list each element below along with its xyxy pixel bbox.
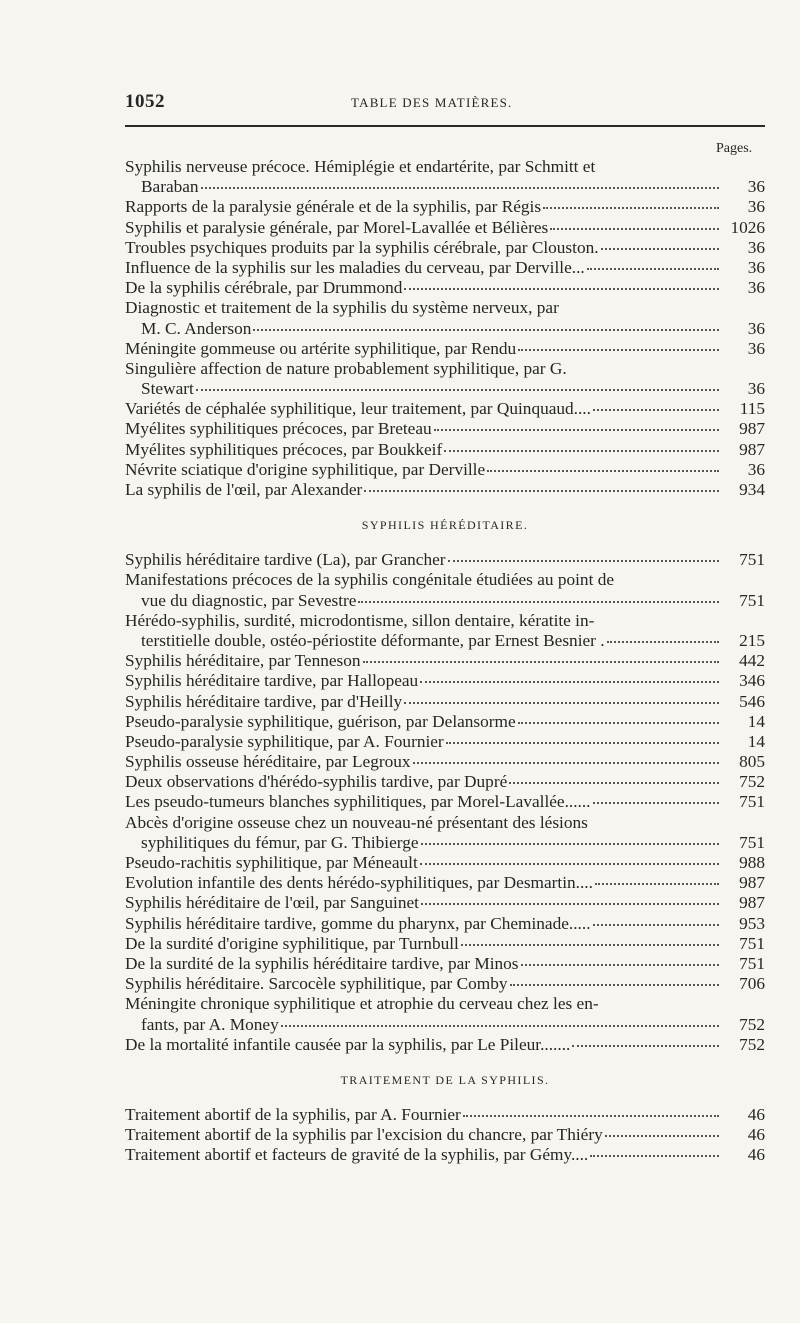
dot-leader: [253, 329, 719, 331]
toc-entry: [125, 914, 765, 934]
toc-page-ref: 934: [739, 480, 765, 499]
toc-page-ref: 987: [739, 873, 765, 893]
toc-entry-title: Troubles psychiques produits par la syphilis cérébrale, par Clouston.: [125, 237, 599, 257]
toc-entry-line: [125, 833, 765, 853]
toc-entry: [125, 570, 765, 610]
toc-entry-title: Traitement abortif de la syphilis par l'excision du chancre, par Thiéry: [125, 1125, 603, 1145]
toc-entry-line: [125, 853, 765, 873]
toc-entry: [125, 339, 765, 359]
dot-leader: [601, 248, 719, 250]
dot-leader: [461, 944, 719, 946]
toc-entry-title: Abcès d'origine osseuse chez un nouveau-né présentant des lésions: [125, 812, 588, 832]
toc-page-ref: 36: [747, 237, 765, 257]
dot-leader: [420, 681, 719, 683]
toc-entry: [125, 712, 765, 732]
dot-leader: [421, 843, 719, 845]
toc-page-ref: 1026: [730, 217, 765, 237]
toc-entry-line: [125, 1145, 765, 1165]
header-rule: [125, 125, 765, 127]
table-of-contents: [125, 157, 765, 1165]
toc-entry-title: Pseudo-paralysie syphilitique, guérison, par Delansorme: [125, 711, 516, 731]
dot-leader: [607, 641, 719, 643]
toc-entry: [125, 692, 765, 712]
toc-entry-title: Syphilis héréditaire tardive, gomme du pharynx, par Cheminade.....: [125, 913, 591, 933]
toc-entry-line: [125, 651, 765, 671]
running-head: TABLE DES MATIÈRES.: [351, 95, 513, 110]
toc-page-ref: 36: [747, 257, 765, 277]
toc-page-ref: 805: [739, 752, 765, 772]
dot-leader: [487, 470, 719, 472]
toc-page-ref: 751: [739, 590, 765, 610]
toc-entry: [125, 197, 765, 217]
toc-entry-title: Syphilis héréditaire de l'œil, par Sanguinet: [125, 893, 419, 913]
toc-entry-title: Pseudo-rachitis syphilitique, par Méneault: [125, 853, 418, 872]
toc-entry-line: [125, 379, 765, 399]
toc-page-ref: 36: [747, 459, 765, 479]
toc-entry-title: Méningite gommeuse ou artérite syphilitique, par Rendu: [125, 338, 517, 358]
toc-entry-title: Syphilis et paralysie générale, par Morel-Lavallée et Bélières: [125, 217, 549, 237]
dot-leader: [434, 429, 719, 431]
toc-entry-title: Baraban: [141, 177, 199, 197]
toc-entry-line: [125, 752, 765, 772]
toc-page-ref: 706: [739, 974, 765, 994]
toc-page-ref: 14: [747, 711, 765, 731]
toc-entry-line: [125, 974, 765, 994]
section-heading: TRAITEMENT DE LA SYPHILIS.: [340, 1072, 550, 1087]
toc-entry: [125, 1145, 765, 1165]
toc-entry: [125, 893, 765, 913]
toc-entry: [125, 399, 765, 419]
toc-entry-title: Syphilis héréditaire tardive (La), par Grancher: [125, 550, 446, 570]
toc-entry-title: Variétés de céphalée syphilitique, leur traitement, par Quinquaud....: [125, 399, 591, 419]
dot-leader: [404, 288, 719, 290]
toc-page-ref: 752: [739, 772, 765, 792]
dot-leader: [593, 924, 719, 926]
dot-leader: [281, 1025, 719, 1027]
toc-page-ref: 752: [739, 1034, 765, 1054]
toc-entry-line: [125, 914, 765, 934]
toc-entry: [125, 752, 765, 772]
dot-leader: [605, 1135, 719, 1137]
dot-leader: [510, 984, 720, 986]
toc-entry-line: [125, 611, 765, 631]
toc-entry-title: Myélites syphilitiques précoces, par Boukkeif: [125, 439, 443, 459]
toc-entry-title: De la mortalité infantile causée par la syphilis, par Le Pileur.......: [125, 1034, 571, 1054]
toc-entry-line: [125, 954, 765, 974]
toc-page-ref: 36: [747, 318, 765, 338]
toc-entry-title: Hérédo-syphilis, surdité, microdontisme, sillon dentaire, kératite in-: [125, 610, 595, 630]
dot-leader: [421, 903, 719, 905]
dot-leader: [420, 863, 719, 865]
dot-leader: [196, 389, 719, 391]
dot-leader: [550, 228, 719, 230]
dot-leader: [201, 187, 719, 189]
toc-entry-title: Syphilis héréditaire tardive, par d'Heilly: [125, 691, 403, 711]
toc-page-ref: 751: [739, 933, 765, 953]
toc-entry-line: [125, 480, 765, 500]
toc-entry-line: [125, 1015, 765, 1035]
toc-entry-line: [125, 197, 765, 217]
toc-page-ref: 751: [739, 953, 765, 973]
toc-page-ref: 988: [739, 853, 765, 872]
toc-entry-title: Deux observations d'hérédo-syphilis tardive, par Dupré: [125, 772, 508, 792]
toc-entry-line: [125, 550, 765, 570]
toc-entry: [125, 218, 765, 238]
toc-entry: [125, 651, 765, 671]
toc-entry-title: Traitement abortif et facteurs de gravité de la syphilis, par Gémy....: [125, 1145, 589, 1165]
toc-entry-title: Evolution infantile des dents hérédo-syphilitiques, par Desmartin....: [125, 873, 593, 893]
toc-page-ref: 442: [739, 651, 765, 671]
toc-entry-title: Rapports de la paralysie générale et de la syphilis, par Régis: [125, 197, 542, 217]
toc-entry-line: [125, 258, 765, 278]
toc-entry-line: [125, 893, 765, 913]
toc-entry-line: [125, 732, 765, 752]
toc-entry-title: M. C. Anderson: [141, 318, 252, 338]
toc-entry-title: De la syphilis cérébrale, par Drummond: [125, 278, 403, 298]
toc-page-ref: 987: [739, 893, 765, 913]
toc-entry-title: Syphilis nerveuse précoce. Hémiplégie et endartérite, par Schmitt et: [125, 157, 596, 176]
dot-leader: [543, 207, 719, 209]
toc-entry-title: Myélites syphilitiques précoces, par Breteau: [125, 419, 432, 439]
dot-leader: [593, 802, 719, 804]
toc-entry: [125, 278, 765, 298]
toc-entry-line: [125, 570, 765, 590]
toc-entry: [125, 994, 765, 1034]
toc-page-ref: 751: [739, 832, 765, 852]
toc-entry-title: Syphilis héréditaire, par Tenneson: [125, 651, 361, 671]
toc-entry-line: [125, 692, 765, 712]
toc-entry-line: [125, 1035, 765, 1055]
toc-entry: [125, 1105, 765, 1125]
toc-page-ref: 46: [747, 1145, 765, 1165]
toc-page-ref: 346: [739, 671, 765, 691]
toc-entry-line: [125, 399, 765, 419]
toc-entry-line: [125, 813, 765, 833]
toc-entry-title: Syphilis osseuse héréditaire, par Legroux: [125, 752, 411, 772]
toc-entry: [125, 732, 765, 752]
toc-page-ref: 36: [747, 197, 765, 217]
dot-leader: [587, 268, 719, 270]
toc-entry-title: fants, par A. Money: [141, 1014, 279, 1034]
toc-page-ref: 36: [747, 177, 765, 197]
toc-entry: [125, 1125, 765, 1145]
toc-entry-line: [125, 339, 765, 359]
toc-page-ref: 14: [747, 731, 765, 751]
toc-page-ref: 751: [739, 550, 765, 570]
toc-entry: [125, 550, 765, 570]
toc-entry: [125, 813, 765, 853]
toc-page-ref: 36: [747, 338, 765, 358]
page-header: [125, 91, 765, 113]
pages-column-label: Pages.: [716, 141, 753, 156]
toc-entry-title: Pseudo-paralysie syphilitique, par A. Fournier: [125, 731, 444, 751]
toc-entry-title: Manifestations précoces de la syphilis congénitale étudiées au point de: [125, 570, 615, 590]
toc-entry-line: [125, 1105, 765, 1125]
toc-entry-line: [125, 298, 765, 318]
dot-leader: [572, 1045, 719, 1047]
toc-entry-line: [125, 671, 765, 691]
dot-leader: [593, 409, 719, 411]
toc-entry-line: [125, 319, 765, 339]
toc-entry: [125, 419, 765, 439]
toc-entry: [125, 238, 765, 258]
toc-entry-line: [125, 440, 765, 460]
toc-page-ref: 36: [747, 278, 765, 298]
toc-entry-title: Névrite sciatique d'origine syphilitique, par Derville: [125, 459, 486, 479]
toc-entry: [125, 298, 765, 338]
toc-page-ref: 46: [747, 1125, 765, 1145]
toc-entry-line: [125, 218, 765, 238]
toc-entry: [125, 934, 765, 954]
toc-entry: [125, 792, 765, 812]
toc-entry-title: De la surdité d'origine syphilitique, par Turnbull: [125, 933, 459, 953]
dot-leader: [509, 782, 719, 784]
toc-page-ref: 36: [747, 379, 765, 399]
toc-entry-title: terstitielle double, ostéo-périostite déformante, par Ernest Besnier .: [141, 630, 605, 650]
toc-entry-line: [125, 157, 765, 177]
toc-page-ref: 751: [739, 792, 765, 812]
toc-entry: [125, 611, 765, 651]
section-heading: SYPHILIS HÉRÉDITAIRE.: [361, 518, 529, 533]
toc-entry-line: [125, 934, 765, 954]
toc-entry-title: Diagnostic et traitement de la syphilis du système nerveux, par: [125, 298, 559, 318]
toc-entry-title: Les pseudo-tumeurs blanches syphilitiques, par Morel-Lavallée......: [125, 792, 591, 812]
toc-entry: [125, 258, 765, 278]
toc-entry-title: De la surdité de la syphilis héréditaire tardive, par Minos: [125, 953, 519, 973]
toc-entry-title: Syphilis héréditaire tardive, par Hallopeau: [125, 671, 419, 691]
toc-page-ref: 115: [739, 399, 765, 419]
dot-leader: [444, 450, 719, 452]
toc-entry-line: [125, 712, 765, 732]
dot-leader: [364, 490, 719, 492]
dot-leader: [463, 1115, 719, 1117]
dot-leader: [518, 349, 719, 351]
toc-entry-line: [125, 460, 765, 480]
toc-entry-line: [125, 177, 765, 197]
toc-page-ref: 987: [739, 439, 765, 459]
dot-leader: [521, 964, 719, 966]
toc-entry-title: Traitement abortif de la syphilis, par A. Fournier: [125, 1104, 461, 1124]
toc-entry-line: [125, 792, 765, 812]
toc-entry-line: [125, 359, 765, 379]
toc-page-ref: 546: [739, 691, 765, 711]
toc-page-ref: 46: [747, 1104, 765, 1124]
toc-entry-line: [125, 772, 765, 792]
toc-entry: [125, 157, 765, 197]
toc-entry-title: vue du diagnostic, par Sevestre: [141, 590, 357, 610]
toc-page-ref: 215: [739, 630, 765, 650]
toc-page-ref: 987: [739, 419, 765, 439]
toc-entry: [125, 480, 765, 500]
toc-entry: [125, 853, 765, 873]
toc-entry-line: [125, 278, 765, 298]
toc-entry-line: [125, 873, 765, 893]
toc-entry-line: [125, 1125, 765, 1145]
dot-leader: [404, 702, 719, 704]
toc-entry-title: syphilitiques du fémur, par G. Thibierge: [141, 832, 419, 852]
toc-entry: [125, 1035, 765, 1055]
toc-entry: [125, 440, 765, 460]
dot-leader: [446, 742, 719, 744]
toc-page-ref: 752: [739, 1014, 765, 1034]
toc-entry: [125, 954, 765, 974]
toc-entry-title: Singulière affection de nature probablement syphilitique, par G.: [125, 358, 567, 378]
toc-entry-title: Syphilis héréditaire. Sarcocèle syphilitique, par Comby: [125, 974, 508, 994]
toc-entry-title: Stewart: [141, 379, 194, 399]
dot-leader: [518, 722, 719, 724]
toc-entry-line: [125, 994, 765, 1014]
toc-entry: [125, 359, 765, 399]
toc-entry: [125, 974, 765, 994]
toc-entry-line: [125, 419, 765, 439]
toc-entry-line: [125, 631, 765, 651]
toc-entry: [125, 772, 765, 792]
toc-entry-line: [125, 591, 765, 611]
toc-entry-title: Influence de la syphilis sur les maladies du cerveau, par Derville...: [125, 257, 585, 277]
toc-entry: [125, 460, 765, 480]
dot-leader: [595, 883, 719, 885]
dot-leader: [448, 560, 719, 562]
toc-entry: [125, 671, 765, 691]
dot-leader: [363, 661, 719, 663]
toc-entry-title: Méningite chronique syphilitique et atrophie du cerveau chez les en-: [125, 994, 599, 1014]
toc-entry-title: La syphilis de l'œil, par Alexander: [125, 480, 363, 499]
dot-leader: [413, 762, 719, 764]
toc-page-ref: 953: [739, 913, 765, 933]
toc-entry: [125, 873, 765, 893]
page-number: 1052: [125, 91, 165, 112]
dot-leader: [358, 601, 719, 603]
toc-entry-line: [125, 238, 765, 258]
dot-leader: [590, 1155, 719, 1157]
